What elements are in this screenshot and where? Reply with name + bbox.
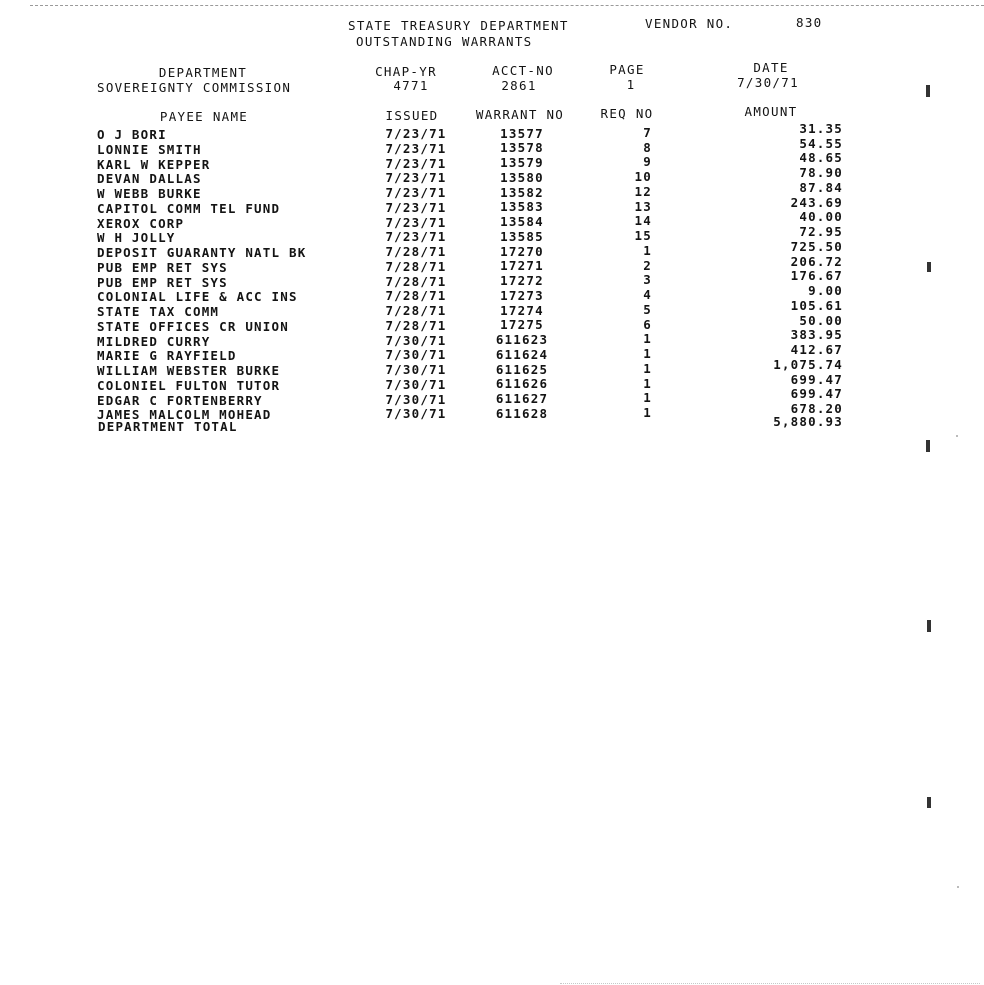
row-amount: 699.47 bbox=[790, 386, 843, 402]
row-payee-name: DEVAN DALLAS bbox=[97, 171, 202, 187]
col-header-warrant: WARRANT NO bbox=[475, 107, 565, 122]
row-req-no: 1 bbox=[643, 405, 652, 421]
row-issued-date: 7/28/71 bbox=[385, 258, 447, 274]
row-req-no: 5 bbox=[643, 301, 652, 317]
row-req-no: 1 bbox=[643, 390, 652, 406]
row-amount: 31.35 bbox=[799, 120, 843, 136]
page-value: 1 bbox=[626, 77, 636, 92]
row-req-no: 1 bbox=[643, 242, 652, 258]
row-amount: 54.55 bbox=[799, 135, 843, 151]
report-subtitle: OUTSTANDING WARRANTS bbox=[356, 34, 533, 49]
row-payee-name: DEPOSIT GUARANTY NATL BK bbox=[97, 245, 307, 261]
acct-label: ACCT-NO bbox=[492, 63, 554, 78]
row-issued-date: 7/30/71 bbox=[385, 332, 447, 348]
row-warrant-no: 13582 bbox=[500, 184, 544, 200]
row-warrant-no: 13579 bbox=[500, 155, 544, 170]
row-payee-name: STATE OFFICES CR UNION bbox=[97, 318, 289, 334]
row-req-no: 1 bbox=[643, 360, 652, 376]
row-issued-date: 7/23/71 bbox=[385, 185, 447, 201]
row-issued-date: 7/23/71 bbox=[385, 214, 447, 230]
row-payee-name: COLONIAL LIFE & ACC INS bbox=[97, 289, 298, 305]
row-amount: 50.00 bbox=[799, 312, 843, 328]
row-amount: 206.72 bbox=[790, 253, 843, 269]
row-req-no: 8 bbox=[643, 139, 652, 155]
row-issued-date: 7/23/71 bbox=[385, 199, 447, 215]
row-req-no: 14 bbox=[634, 213, 652, 229]
row-req-no: 15 bbox=[634, 228, 652, 244]
row-issued-date: 7/30/71 bbox=[385, 376, 447, 392]
row-warrant-no: 17274 bbox=[500, 302, 544, 318]
date-label: DATE bbox=[753, 60, 789, 75]
row-warrant-no: 13584 bbox=[500, 214, 544, 229]
row-payee-name: O J BORI bbox=[97, 127, 167, 143]
col-header-issued: ISSUED bbox=[385, 108, 439, 123]
row-payee-name: PUB EMP RET SYS bbox=[97, 259, 228, 275]
row-payee-name: MARIE G RAYFIELD bbox=[97, 348, 237, 364]
col-header-req: REQ NO bbox=[600, 106, 654, 121]
row-req-no: 1 bbox=[643, 375, 652, 391]
row-payee-name: COLONIEL FULTON TUTOR bbox=[97, 377, 281, 393]
row-issued-date: 7/28/71 bbox=[385, 303, 447, 319]
page-label: PAGE bbox=[609, 62, 645, 77]
vendor-number: 830 bbox=[796, 15, 823, 30]
scan-speck bbox=[957, 886, 959, 888]
row-warrant-no: 13580 bbox=[500, 169, 544, 185]
row-req-no: 9 bbox=[643, 154, 652, 170]
row-warrant-no: 611624 bbox=[495, 346, 549, 362]
chapyr-value: 4771 bbox=[393, 78, 429, 93]
margin-mark bbox=[926, 440, 930, 452]
report-title: STATE TREASURY DEPARTMENT bbox=[348, 18, 569, 33]
row-amount: 105.61 bbox=[790, 297, 843, 313]
row-issued-date: 7/30/71 bbox=[385, 362, 447, 378]
row-payee-name: JAMES MALCOLM MOHEAD bbox=[97, 407, 272, 423]
row-payee-name: LONNIE SMITH bbox=[97, 141, 202, 157]
row-warrant-no: 611628 bbox=[495, 405, 549, 421]
row-req-no: 7 bbox=[643, 124, 652, 140]
row-amount: 699.47 bbox=[790, 371, 843, 387]
row-payee-name: KARL W KEPPER bbox=[97, 156, 211, 172]
row-issued-date: 7/28/71 bbox=[385, 288, 447, 304]
vendor-label: VENDOR NO. bbox=[645, 16, 734, 31]
row-issued-date: 7/30/71 bbox=[385, 347, 447, 363]
row-issued-date: 7/28/71 bbox=[385, 244, 447, 260]
row-payee-name: STATE TAX COMM bbox=[97, 304, 220, 320]
row-payee-name: EDGAR C FORTENBERRY bbox=[97, 392, 263, 408]
row-warrant-no: 17272 bbox=[500, 273, 544, 288]
row-req-no: 13 bbox=[634, 198, 652, 214]
row-warrant-no: 611626 bbox=[495, 376, 549, 392]
row-issued-date: 7/23/71 bbox=[385, 140, 447, 156]
row-warrant-no: 17270 bbox=[500, 243, 544, 259]
row-amount: 48.65 bbox=[799, 150, 843, 166]
row-req-no: 2 bbox=[643, 257, 652, 273]
row-payee-name: XEROX CORP bbox=[97, 215, 185, 231]
row-req-no: 1 bbox=[643, 346, 652, 362]
row-amount: 412.67 bbox=[790, 342, 843, 358]
row-payee-name: CAPITOL COMM TEL FUND bbox=[97, 200, 281, 216]
row-warrant-no: 13585 bbox=[500, 228, 544, 244]
row-amount: 72.95 bbox=[799, 224, 843, 240]
row-amount: 243.69 bbox=[790, 194, 843, 210]
row-req-no: 3 bbox=[643, 272, 652, 288]
row-issued-date: 7/30/71 bbox=[385, 406, 447, 422]
row-amount: 78.90 bbox=[799, 165, 843, 181]
row-amount: 87.84 bbox=[799, 179, 843, 195]
col-header-amount: AMOUNT bbox=[744, 104, 798, 119]
row-issued-date: 7/23/71 bbox=[385, 229, 447, 245]
row-warrant-no: 13578 bbox=[500, 140, 544, 156]
margin-mark bbox=[927, 620, 931, 632]
bottom-perforation bbox=[560, 983, 980, 984]
date-value: 7/30/71 bbox=[737, 75, 799, 90]
row-issued-date: 7/28/71 bbox=[385, 273, 447, 289]
chapyr-label: CHAP-YR bbox=[375, 64, 437, 79]
row-req-no: 1 bbox=[643, 331, 652, 347]
row-warrant-no: 13577 bbox=[500, 125, 544, 141]
margin-mark bbox=[927, 797, 931, 808]
row-issued-date: 7/30/71 bbox=[385, 391, 447, 407]
row-warrant-no: 611625 bbox=[495, 361, 549, 377]
acct-value: 2861 bbox=[501, 78, 537, 93]
row-amount: 383.95 bbox=[790, 327, 843, 343]
row-issued-date: 7/23/71 bbox=[385, 170, 447, 186]
row-issued-date: 7/28/71 bbox=[385, 317, 447, 333]
row-amount: 678.20 bbox=[790, 401, 843, 417]
row-amount: 1,075.74 bbox=[773, 356, 843, 372]
row-payee-name: W WEBB BURKE bbox=[97, 186, 202, 202]
row-amount: 725.50 bbox=[790, 238, 843, 254]
scan-speck bbox=[956, 435, 958, 437]
row-req-no: 12 bbox=[634, 183, 652, 199]
row-issued-date: 7/23/71 bbox=[385, 126, 447, 142]
top-perforation bbox=[30, 5, 984, 6]
margin-mark bbox=[926, 85, 930, 97]
row-payee-name: WILLIAM WEBSTER BURKE bbox=[97, 363, 281, 379]
row-warrant-no: 17275 bbox=[500, 317, 544, 333]
row-payee-name: PUB EMP RET SYS bbox=[97, 274, 228, 290]
row-payee-name: W H JOLLY bbox=[97, 230, 176, 246]
total-amount: 5,880.93 bbox=[773, 414, 843, 429]
department-value: SOVEREIGNTY COMMISSION bbox=[97, 80, 292, 95]
row-req-no: 10 bbox=[634, 169, 652, 185]
row-payee-name: MILDRED CURRY bbox=[97, 333, 211, 349]
row-warrant-no: 13583 bbox=[500, 199, 544, 215]
row-warrant-no: 611627 bbox=[495, 391, 549, 406]
row-amount: 9.00 bbox=[808, 283, 843, 299]
row-warrant-no: 611623 bbox=[495, 332, 549, 347]
row-req-no: 4 bbox=[643, 287, 652, 303]
row-amount: 176.67 bbox=[790, 268, 843, 284]
total-label: DEPARTMENT TOTAL bbox=[98, 419, 238, 434]
col-header-payee: PAYEE NAME bbox=[159, 109, 249, 124]
row-amount: 40.00 bbox=[799, 209, 843, 225]
row-warrant-no: 17271 bbox=[500, 258, 544, 274]
row-req-no: 6 bbox=[643, 316, 652, 332]
row-issued-date: 7/23/71 bbox=[385, 155, 447, 171]
row-warrant-no: 17273 bbox=[500, 287, 544, 303]
margin-mark bbox=[927, 262, 931, 272]
department-label: DEPARTMENT bbox=[158, 65, 248, 80]
